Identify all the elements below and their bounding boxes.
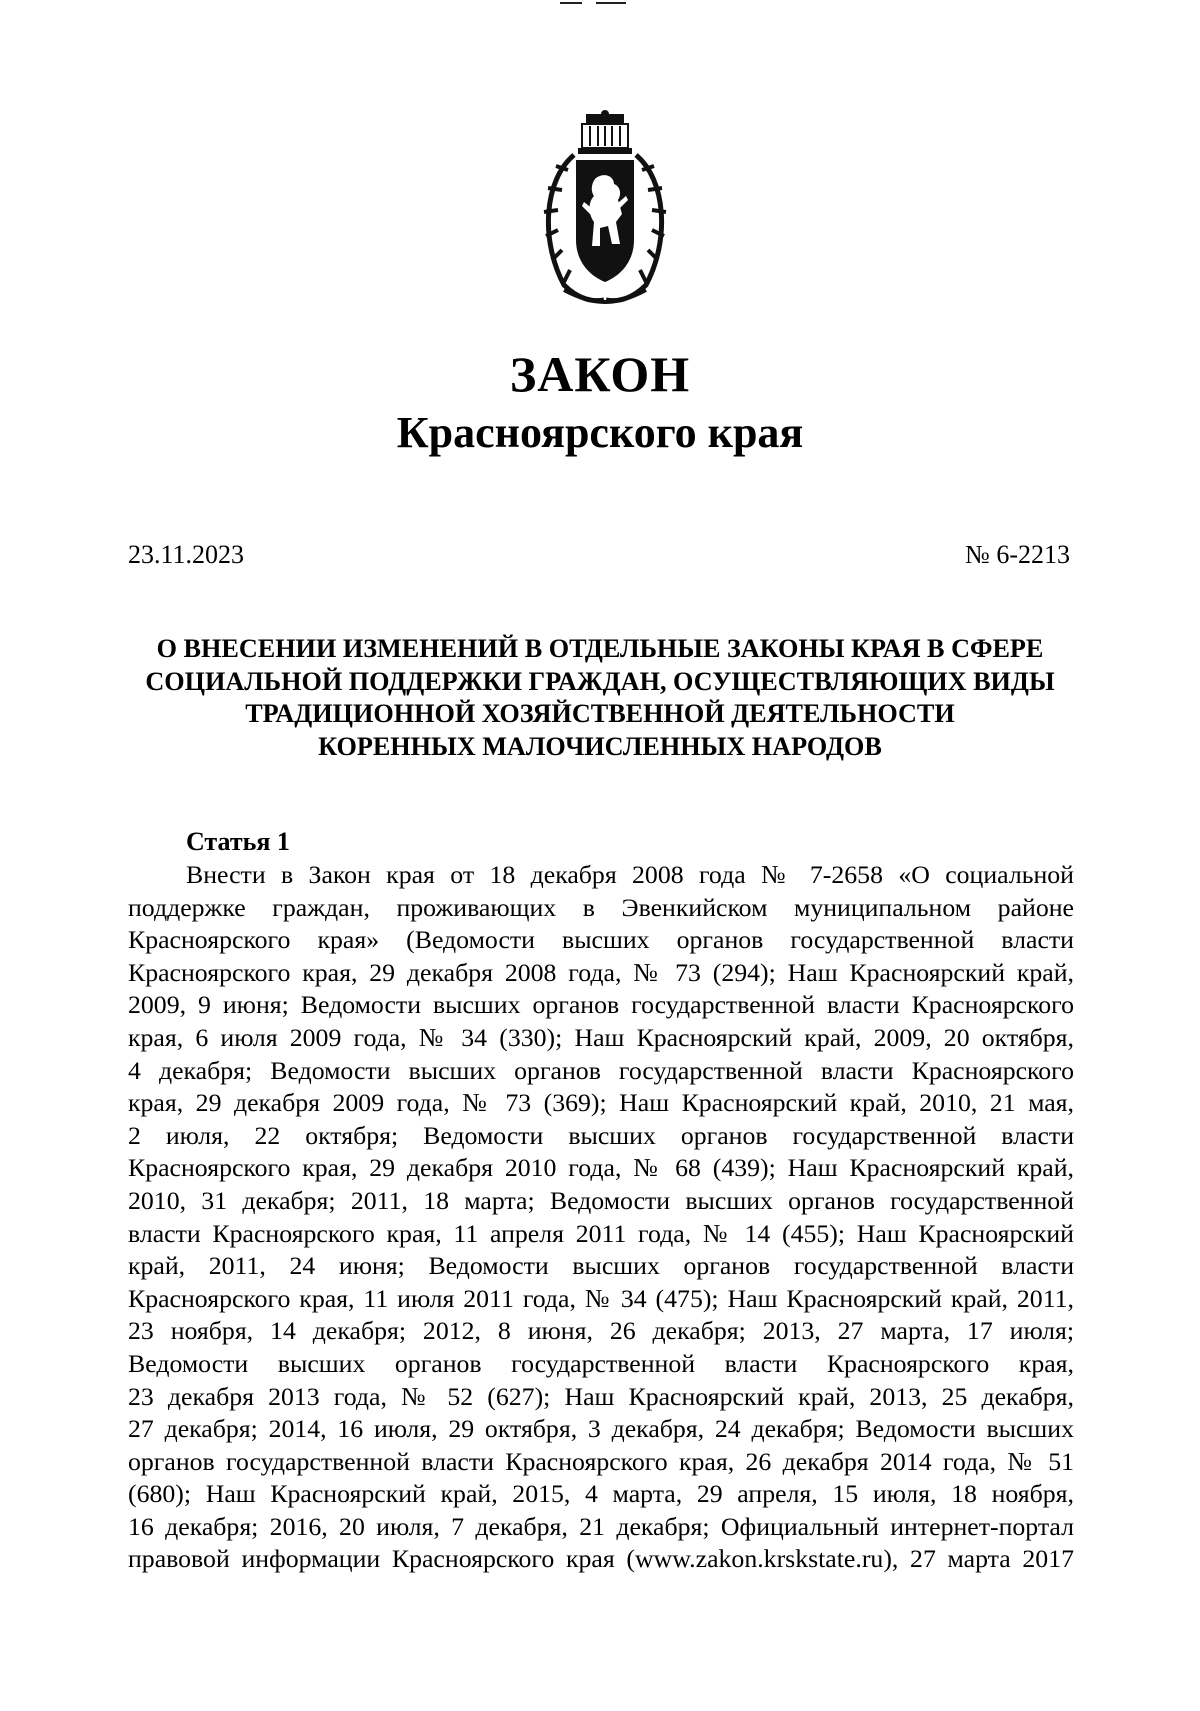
body-line: 23 ноября, 14 декабря; 2012, 8 июня, 26 декабря; 2013, 27 марта, 17 июля;: [128, 1316, 1074, 1346]
law-number: № 6-2213: [965, 540, 1070, 569]
coat-of-arms-emblem: [534, 110, 676, 310]
body-line: 2009, 9 июня; Ведомости высших органов государственной власти Красноярского: [128, 990, 1074, 1020]
article-body: [128, 859, 1074, 1576]
body-line: Красноярского края» (Ведомости высших органов государственной власти: [128, 925, 1074, 955]
heading-line: КОРЕННЫХ МАЛОЧИСЛЕННЫХ НАРОДОВ: [318, 731, 882, 761]
body-line: власти Красноярского края, 11 апреля 2011 года, № 14 (455); Наш Красноярский: [128, 1218, 1074, 1248]
heading-line: О ВНЕСЕНИИ ИЗМЕНЕНИЙ В ОТДЕЛЬНЫЕ ЗАКОНЫ КРАЯ В СФЕРЕ: [156, 634, 1044, 663]
adoption-date: 23.11.2023: [128, 540, 245, 569]
heading-line: СОЦИАЛЬНОЙ ПОДДЕРЖКИ ГРАЖДАН, ОСУЩЕСТВЛЯЮЩИХ ВИДЫ: [145, 666, 1055, 696]
heading-line: ТРАДИЦИОННОЙ ХОЗЯЙСТВЕННОЙ ДЕЯТЕЛЬНОСТИ: [245, 699, 955, 728]
body-line: Красноярского края, 11 июля 2011 года, № 34 (475); Наш Красноярский край, 2011,: [128, 1283, 1074, 1313]
article-title: Статья 1: [186, 827, 290, 856]
body-line: 2010, 31 декабря; 2011, 18 марта; Ведомости высших органов государственной: [128, 1185, 1074, 1215]
body-line: края, 6 июля 2009 года, № 34 (330); Наш Красноярский край, 2009, 20 октября,: [128, 1022, 1074, 1052]
body-line: Красноярского края, 29 декабря 2008 года, № 73 (294); Наш Красноярский край,: [128, 957, 1074, 987]
document-title: ЗАКОН: [509, 346, 691, 402]
law-heading: [128, 633, 1072, 763]
body-line: 23 декабря 2013 года, № 52 (627); Наш Красноярский край, 2013, 25 декабря,: [128, 1381, 1074, 1411]
scan-artifact: [560, 0, 650, 6]
body-line: края, 29 декабря 2009 года, № 73 (369); Наш Красноярский край, 2010, 21 мая,: [128, 1088, 1074, 1118]
body-line: поддержке граждан, проживающих в Эвенкийском муниципальном районе: [128, 892, 1074, 922]
body-line: Ведомости высших органов государственной власти Красноярского края,: [128, 1348, 1074, 1378]
document-subtitle: Красноярского края: [396, 408, 804, 457]
body-line: 27 декабря; 2014, 16 июля, 29 октября, 3 декабря, 24 декабря; Ведомости высших: [128, 1414, 1074, 1444]
body-line: (680); Наш Красноярский край, 2015, 4 марта, 29 апреля, 15 июля, 18 ноября,: [128, 1479, 1074, 1509]
body-line: край, 2011, 24 июня; Ведомости высших органов государственной власти: [128, 1251, 1074, 1281]
body-line: 2 июля, 22 октября; Ведомости высших органов государственной власти: [128, 1120, 1074, 1150]
body-line: Красноярского края, 29 декабря 2010 года, № 68 (439); Наш Красноярский край,: [128, 1153, 1074, 1183]
body-line: Внести в Закон края от 18 декабря 2008 года № 7-2658 «О социальной: [186, 860, 1074, 889]
body-line: 16 декабря; 2016, 20 июля, 7 декабря, 21 декабря; Официальный интернет-портал: [128, 1511, 1074, 1541]
body-line: органов государственной власти Красноярского края, 26 декабря 2014 года, № 51: [128, 1446, 1074, 1476]
body-line: 4 декабря; Ведомости высших органов государственной власти Красноярского: [128, 1055, 1074, 1085]
body-line: правовой информации Красноярского края (www.zakon.krskstate.ru), 27 марта 2017: [128, 1544, 1074, 1574]
